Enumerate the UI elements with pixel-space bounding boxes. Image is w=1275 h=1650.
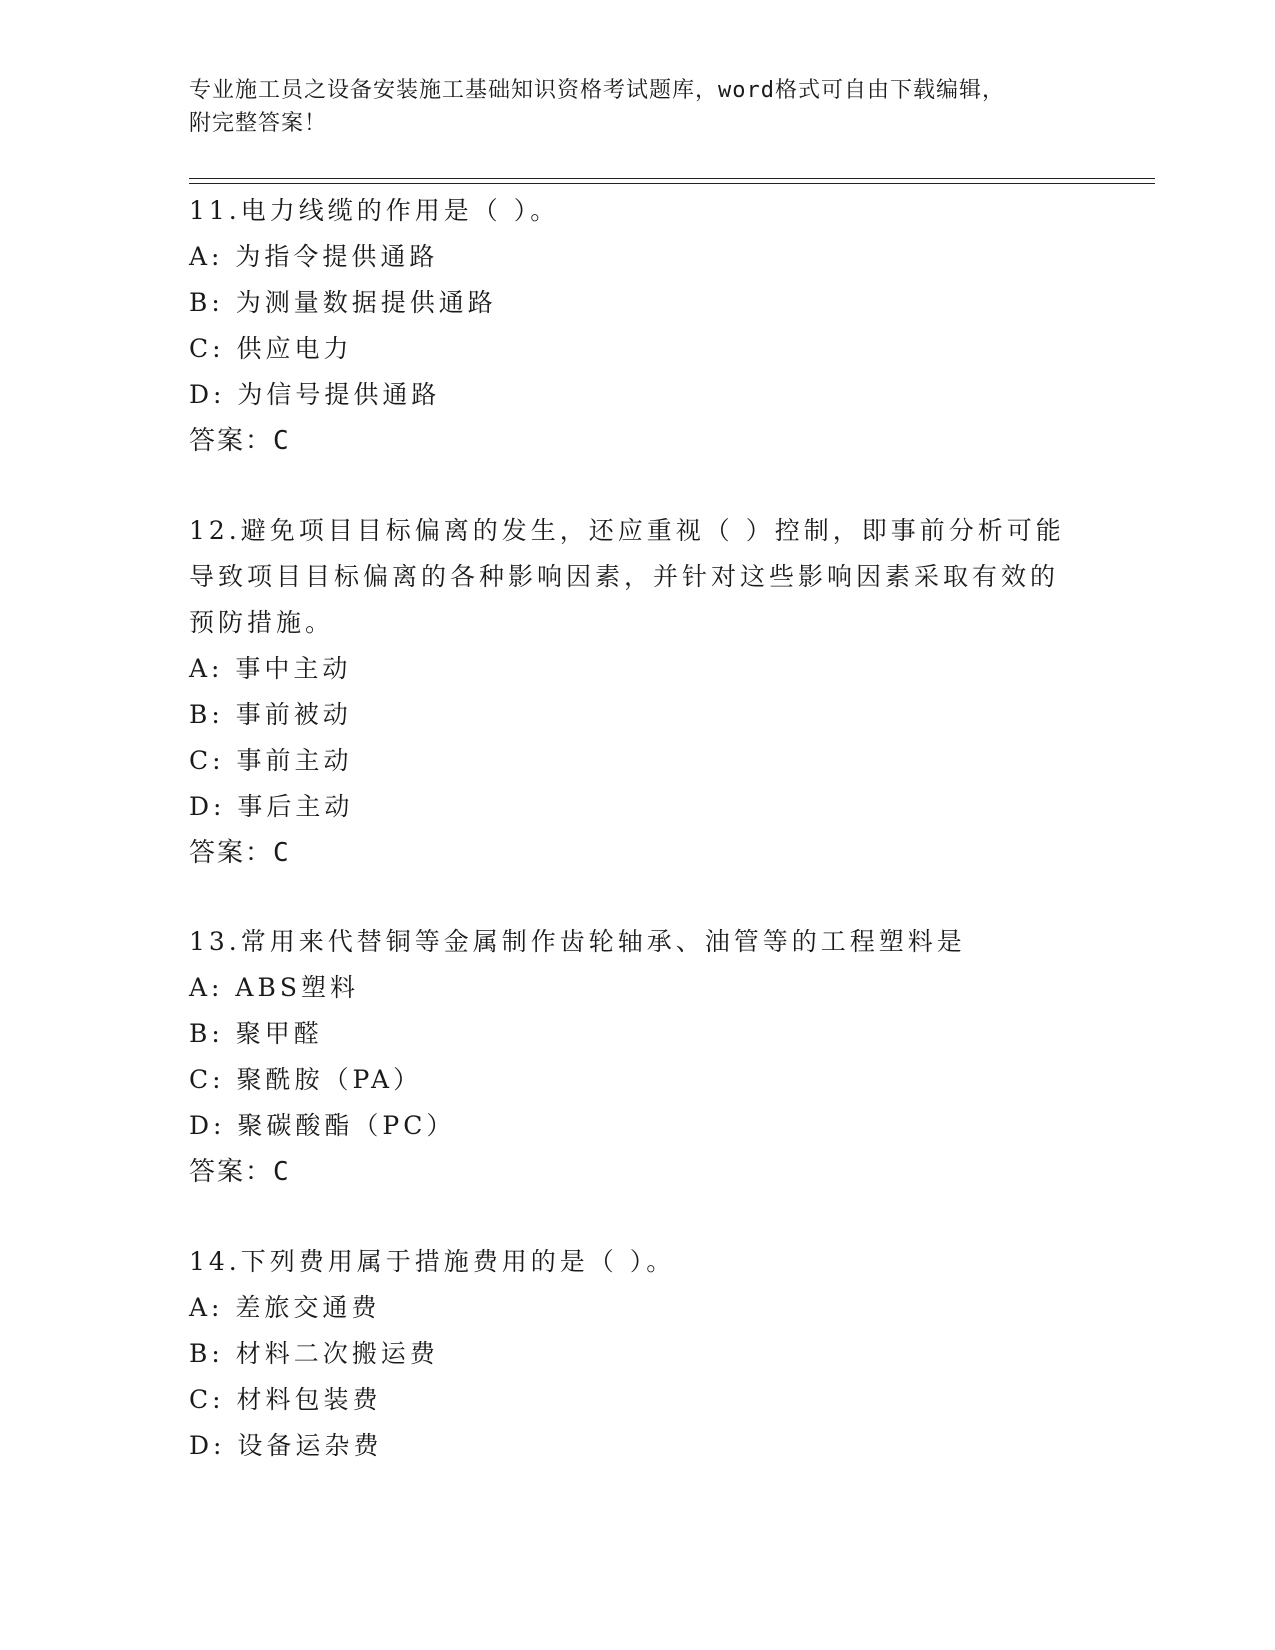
question-12 <box>189 508 1089 876</box>
header-line-1: 专业施工员之设备安装施工基础知识资格考试题库，word格式可自由下载编辑， <box>189 78 1005 103</box>
option-a: A: 事中主动 <box>189 654 352 683</box>
question-14 <box>189 1239 1089 1469</box>
document-header <box>189 74 1069 140</box>
question-stem-line-1: 12.避免项目目标偏离的发生，还应重视（ ）控制，即事前分析可能 <box>189 516 1065 545</box>
option-d: D: 事后主动 <box>189 792 354 821</box>
option-c: C: 聚酰胺（PA） <box>189 1065 423 1094</box>
option-b: B: 聚甲醛 <box>189 1019 323 1048</box>
question-stem-line-3: 预防措施。 <box>189 608 335 637</box>
answer-line: 答案：C <box>189 1157 291 1187</box>
header-divider-top <box>189 178 1155 179</box>
answer-line: 答案：C <box>189 426 291 456</box>
answer-line: 答案：C <box>189 838 291 868</box>
header-divider-bottom <box>189 183 1155 184</box>
option-a: A: 差旅交通费 <box>189 1293 381 1322</box>
option-b: B: 为测量数据提供通路 <box>189 288 497 317</box>
option-a: A: 为指令提供通路 <box>189 242 439 271</box>
option-b: B: 材料二次搬运费 <box>189 1339 439 1368</box>
option-d: D: 设备运杂费 <box>189 1431 383 1460</box>
question-stem: 13.常用来代替铜等金属制作齿轮轴承、油管等的工程塑料是 <box>189 927 966 956</box>
question-stem: 11.电力线缆的作用是（ ）。 <box>189 196 560 225</box>
option-b: B: 事前被动 <box>189 700 352 729</box>
option-c: C: 事前主动 <box>189 746 353 775</box>
option-c: C: 材料包装费 <box>189 1385 382 1414</box>
option-a: A: ABS塑料 <box>189 973 359 1002</box>
question-stem: 14.下列费用属于措施费用的是（ ）。 <box>189 1247 676 1276</box>
option-d: D: 聚碳酸酯（PC） <box>189 1111 456 1140</box>
option-d: D: 为信号提供通路 <box>189 380 441 409</box>
question-stem-line-2: 导致项目目标偏离的各种影响因素，并针对这些影响因素采取有效的 <box>189 562 1060 591</box>
option-c: C: 供应电力 <box>189 334 353 363</box>
question-11 <box>189 188 1089 464</box>
header-line-2: 附完整答案！ <box>189 111 328 136</box>
question-13 <box>189 919 1089 1195</box>
